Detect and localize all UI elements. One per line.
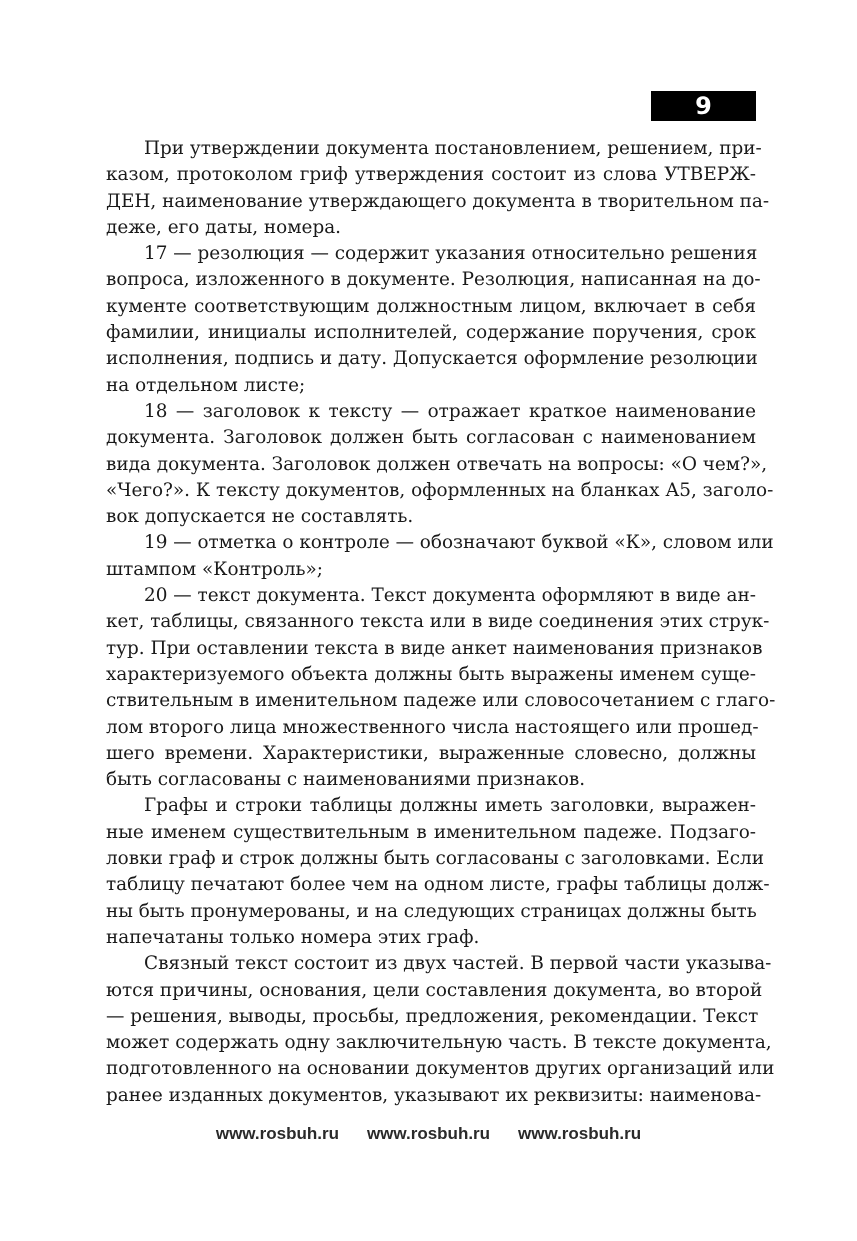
- text-line: ранее изданных документов, указывают их реквизиты: наименова-: [106, 1084, 762, 1106]
- text-line: таблицу печатают более чем на одном листе, графы таблицы долж-: [106, 874, 770, 896]
- text-line: ются причины, основания, цели составления документа, во второй: [106, 979, 763, 1001]
- text-line: характеризуемого объекта должны быть выражены именем суще-: [106, 663, 756, 685]
- text-line: тур. При оставлении текста в виде анкет наименования признаков: [106, 637, 763, 659]
- text-line: на отдельном листе;: [106, 374, 306, 396]
- text-line: лом второго лица множественного числа настоящего или прошед-: [106, 716, 759, 738]
- text-line: напечатаны только номера этих граф.: [106, 926, 480, 948]
- footer-link[interactable]: www.rosbuh.ru: [366, 1124, 491, 1143]
- text-line: 17 — резолюция — содержит указания относительно решения: [144, 243, 758, 265]
- text-line: кет, таблицы, связанного текста или в виде соединения этих струк-: [106, 611, 770, 633]
- text-line: вок допускается не составлять.: [106, 506, 414, 528]
- text-line: подготовленного на основании документов других организаций или: [106, 1058, 775, 1080]
- footer-links: [0, 1121, 857, 1147]
- text-line: При утверждении документа постановлением, решением, при-: [144, 138, 762, 159]
- text-line: шего времени. Характеристики, выраженные словесно, должны: [106, 742, 756, 764]
- text-line: быть согласованы с наименованиями признаков.: [106, 769, 586, 791]
- text-line: ны быть пронумерованы, и на следующих страницах должны быть: [106, 900, 757, 922]
- text-line: ловки граф и строк должны быть согласованы с заголовками. Если: [106, 848, 764, 870]
- text-line: фамилии, инициалы исполнителей, содержание поручения, срок: [106, 322, 756, 344]
- text-line: — решения, выводы, просьбы, предложения, рекомендации. Текст: [106, 1005, 759, 1027]
- text-line: ДЕН, наименование утверждающего документа в творительном па-: [106, 190, 770, 212]
- document-body: [106, 136, 776, 1109]
- text-line: вопроса, изложенного в документе. Резолюция, написанная на до-: [106, 269, 761, 291]
- text-line: 19 — отметка о контроле — обозначают буквой «К», словом или: [144, 532, 774, 554]
- text-line: ствительным в именительном падеже или словосочетанием с глаго-: [106, 690, 776, 712]
- footer-link[interactable]: www.rosbuh.ru: [215, 1124, 339, 1143]
- text-line: может содержать одну заключительную часть. В тексте документа,: [106, 1032, 772, 1054]
- text-line: деже, его даты, номера.: [106, 216, 342, 238]
- footer-link[interactable]: www.rosbuh.ru: [518, 1124, 642, 1143]
- text-line: казом, протоколом гриф утверждения состоит из слова УТВЕРЖ-: [106, 164, 756, 186]
- text-line: Связный текст состоит из двух частей. В первой части указыва-: [144, 953, 772, 975]
- text-line: кументе соответствующим должностным лицом, включает в себя: [106, 295, 756, 317]
- page-number: 9: [651, 91, 756, 121]
- text-line: документа. Заголовок должен быть согласован с наименованием: [106, 427, 756, 449]
- text-line: штампом «Контроль»;: [106, 558, 323, 580]
- text-line: ные именем существительным в именительном падеже. Подзаго-: [106, 821, 756, 843]
- text-line: 20 — текст документа. Текст документа оформляют в виде ан-: [144, 585, 756, 607]
- text-line: 18 — заголовок к тексту — отражает краткое наименование: [144, 400, 756, 422]
- text-line: исполнения, подпись и дату. Допускается оформление резолюции: [106, 348, 758, 370]
- text-line: вида документа. Заголовок должен отвечать на вопросы: «О чем?»,: [106, 453, 768, 475]
- text-line: Графы и строки таблицы должны иметь заголовки, выражен-: [144, 795, 756, 817]
- text-line: «Чего?». К тексту документов, оформленных на бланках А5, заголо-: [106, 479, 774, 501]
